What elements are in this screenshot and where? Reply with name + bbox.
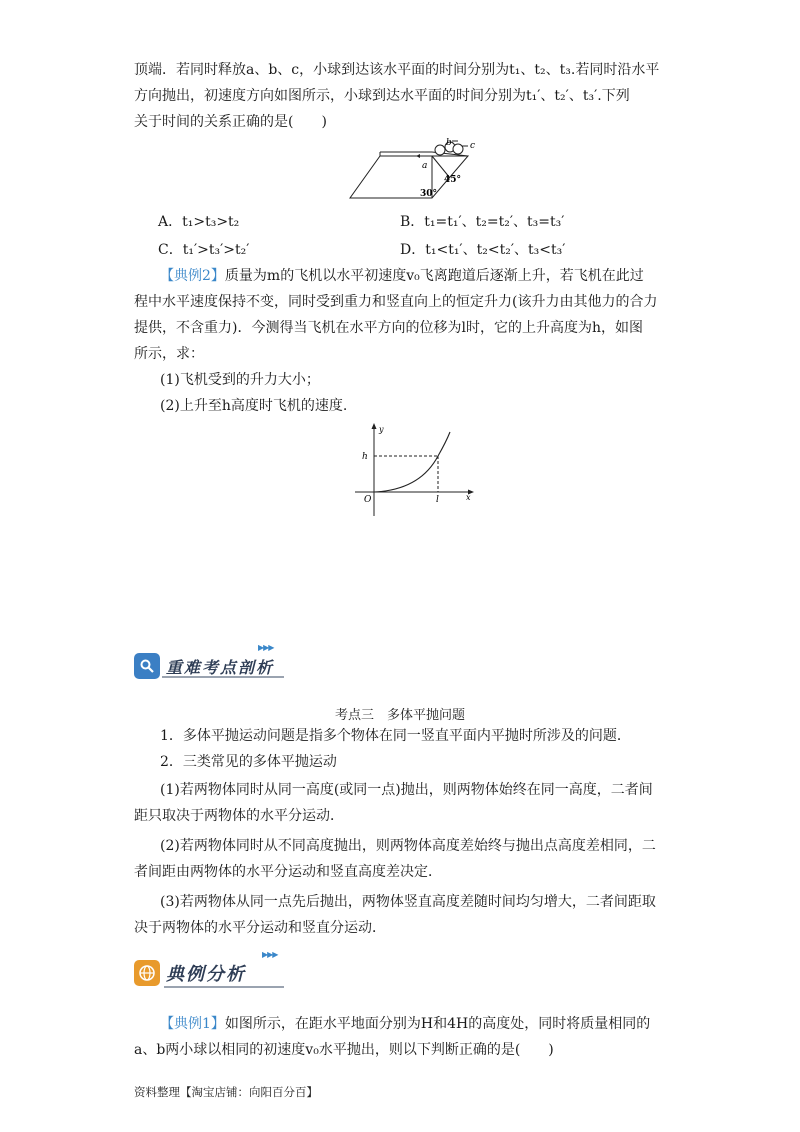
topic-paragraph: 1．多体平抛运动问题是指多个物体在同一竖直平面内平抛时所涉及的问题． <box>160 728 631 744</box>
topic-paragraph: (3)若两物体从同一点先后抛出，两物体竖直高度差随时间均匀增大，二者间距取 <box>160 894 656 910</box>
angle-45-label: 45° <box>444 175 462 185</box>
problem-text-line: 方向抛出，初速度方向如图所示，小球到达水平面的时间分别为t₁′、t₂′、t₃′.下列 <box>134 88 630 104</box>
trajectory-graph <box>350 420 480 520</box>
topic-paragraph: (1)若两物体同时从同一高度(或同一点)抛出，则两物体始终在同一高度，二者间 <box>160 782 653 798</box>
option-b: B．t₁=t₁′、t₂=t₂′、t₃=t₃′ <box>400 214 565 230</box>
label-b: b <box>446 138 452 148</box>
x-axis-label: x <box>466 493 471 502</box>
problem-text-line: 顶端．若同时释放a、b、c，小球到达该水平面的时间分别为t₁、t₂、t₃.若同时沿水平 <box>134 62 660 78</box>
option-a: A．t₁>t₃>t₂ <box>158 214 240 230</box>
h-label: h <box>362 452 368 462</box>
l-label: l <box>436 495 439 505</box>
question-1: (1)飞机受到的升力大小； <box>160 372 320 388</box>
section-title: 重难考点剖析 <box>166 657 275 677</box>
footer-note: 资料整理【淘宝店铺：向阳百分百】 <box>134 1085 318 1099</box>
example1-line1 <box>160 1014 650 1034</box>
option-c: C．t₁′>t₃′>t₂′ <box>158 242 250 258</box>
incline-figure <box>340 138 490 204</box>
header-underline <box>162 676 284 678</box>
topic-paragraph: 2．三类常见的多体平抛运动 <box>160 754 337 770</box>
section-header-examples <box>134 958 246 988</box>
label-a: a <box>422 161 428 171</box>
topic-paragraph: 者间距由两物体的水平分运动和竖直高度差决定． <box>134 864 442 880</box>
question-2: (2)上升至h高度时飞机的速度. <box>160 398 348 414</box>
option-d: D．t₁<t₁′、t₂<t₂′、t₃<t₃′ <box>400 242 566 258</box>
label-c: c <box>470 141 476 151</box>
origin-label: O <box>364 495 372 505</box>
topic-title: 考点三 多体平抛问题 <box>334 708 465 723</box>
topic-paragraph: (2)若两物体同时从不同高度抛出，则两物体高度差始终与抛出点高度差相同，二 <box>160 838 656 854</box>
topic-paragraph: 决于两物体的水平分运动和竖直分运动． <box>134 920 386 936</box>
topic-paragraph: 距只取决于两物体的水平分运动． <box>134 808 344 824</box>
example2-text: 质量为m的飞机以水平初速度v₀飞离跑道后逐渐上升，若飞机在此过 <box>224 268 644 284</box>
example1-line2: a、b两小球以相同的初速度v₀水平抛出，则以下判断正确的是( ) <box>134 1042 554 1058</box>
problem-text-line: 关于时间的关系正确的是( ) <box>134 114 327 130</box>
example2-line3: 提供，不含重力)．今测得当飞机在水平方向的位移为l时，它的上升高度为h，如图 <box>134 320 643 336</box>
angle-30-label: 30° <box>420 189 438 199</box>
example2-line4: 所示，求： <box>134 346 204 362</box>
globe-icon <box>134 960 160 986</box>
decorative-dots: ▶▶▶ <box>258 643 274 652</box>
example2-line2: 程中水平速度保持不变，同时受到重力和竖直向上的恒定升力(该升力由其他力的合力 <box>134 294 658 310</box>
decorative-dots: ▶▶▶ <box>262 950 278 959</box>
example-tag: 【典例2】 <box>160 268 225 284</box>
example-tag: 【典例1】 <box>160 1016 225 1032</box>
magnifier-icon <box>134 653 160 679</box>
section-title: 典例分析 <box>166 964 246 985</box>
y-axis-label: y <box>379 425 384 434</box>
example1-text: 如图所示，在距水平地面分别为H和4H的高度处，同时将质量相同的 <box>224 1016 651 1032</box>
header-underline <box>164 986 284 988</box>
example2-line1 <box>160 266 644 286</box>
